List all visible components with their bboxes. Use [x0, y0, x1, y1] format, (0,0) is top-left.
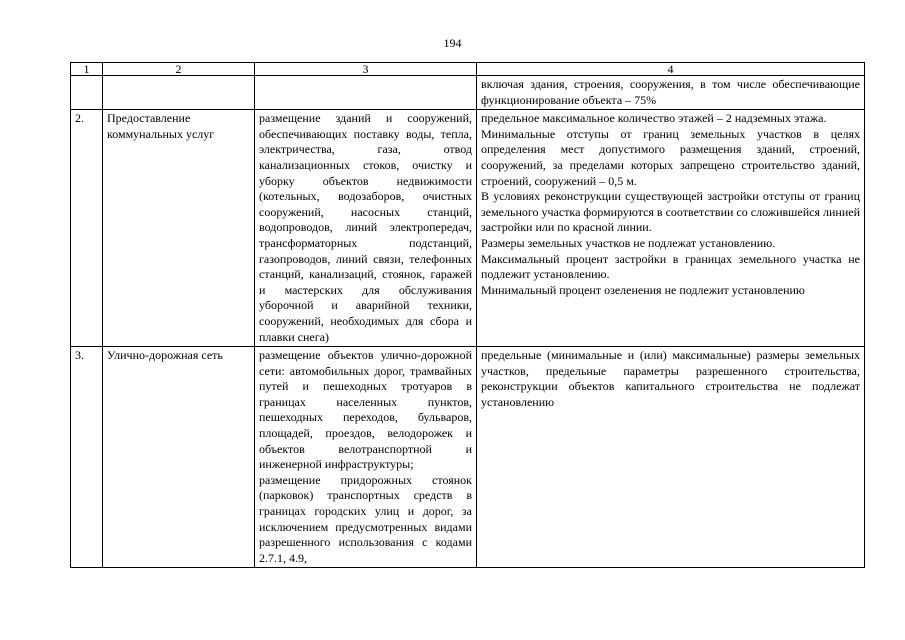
use-name: Предоставление коммунальных услуг — [103, 110, 255, 347]
parameter-line: В условиях реконструкции существующей застройки отступы от границ земельного участка формируются в соответствии со сложившейся линией застройки или по красной линии. — [481, 189, 860, 235]
use-description — [255, 76, 477, 110]
table-row — [71, 110, 865, 347]
header-cell: 2 — [103, 63, 255, 76]
use-description: размещение зданий и сооружений, обеспечивающих поставку воды, тепла, электричества, газа, отвод канализационных стоков, очистку и уборку объектов недвижимости (котельных, водозаборов, очистных сооружений, насосных станций, водопроводов, линий электропередач, трансформаторных подстанций, газопроводов, линий связи, телефонных станций, канализаций, стоянок, гаражей и мастерских для обслуживания уборочной и аварийной техники, сооружений, необходимых для сбора и плавки снега) — [255, 110, 477, 347]
table-row — [71, 76, 865, 110]
header-row — [71, 63, 865, 76]
use-parameters: включая здания, строения, сооружения, в том числе обеспечивающие функционирование объекта – 75% — [477, 76, 865, 110]
parameter-line: Размеры земельных участков не подлежат установлению. — [481, 235, 776, 250]
use-parameters — [477, 110, 865, 347]
row-number — [71, 76, 103, 110]
use-name: Улично-дорожная сеть — [103, 347, 255, 568]
row-number: 3. — [71, 347, 103, 568]
table-row — [71, 347, 865, 568]
description-line: размещение объектов улично-дорожной сети: автомобильных дорог, трамвайных путей и пешеходных тротуаров в границах населенных пунктов, пешеходных переходов, бульваров, площадей, проездов, велодорожек и объектов велотранспортной и инженерной инфраструктуры; — [259, 348, 472, 472]
use-description — [255, 347, 477, 568]
page-number: 194 — [443, 36, 462, 50]
header-cell: 4 — [477, 63, 865, 76]
use-name — [103, 76, 255, 110]
parameter-line: Максимальный процент застройки в границах земельного участка не подлежит установлению. — [481, 251, 860, 282]
row-number: 2. — [71, 110, 103, 347]
use-parameters: предельные (минимальные и (или) максимальные) размеры земельных участков, предельные параметры разрешенного строительства, реконструкции объектов капитального строительства не подлежат установлению — [477, 347, 865, 568]
header-cell: 1 — [71, 63, 103, 76]
header-cell: 3 — [255, 63, 477, 76]
description-line: размещение придорожных стоянок (парковок) транспортных средств в границах городских улиц и дорог, за исключением предусмотренных видами разрешенного использования с кодами 2.7.1, 4.9, — [259, 472, 472, 565]
parameter-line: предельное максимальное количество этажей – 2 надземных этажа. — [481, 111, 827, 126]
parameter-line: Минимальный процент озеленения не подлежит установлению — [481, 282, 805, 297]
zoning-table — [70, 62, 865, 568]
parameter-line: Минимальные отступы от границ земельных участков в целях определения мест допустимого размещения зданий, строений, сооружений, за пределами которых запрещено строительство зданий, строений, сооружений – 0,5 м. — [481, 126, 860, 188]
